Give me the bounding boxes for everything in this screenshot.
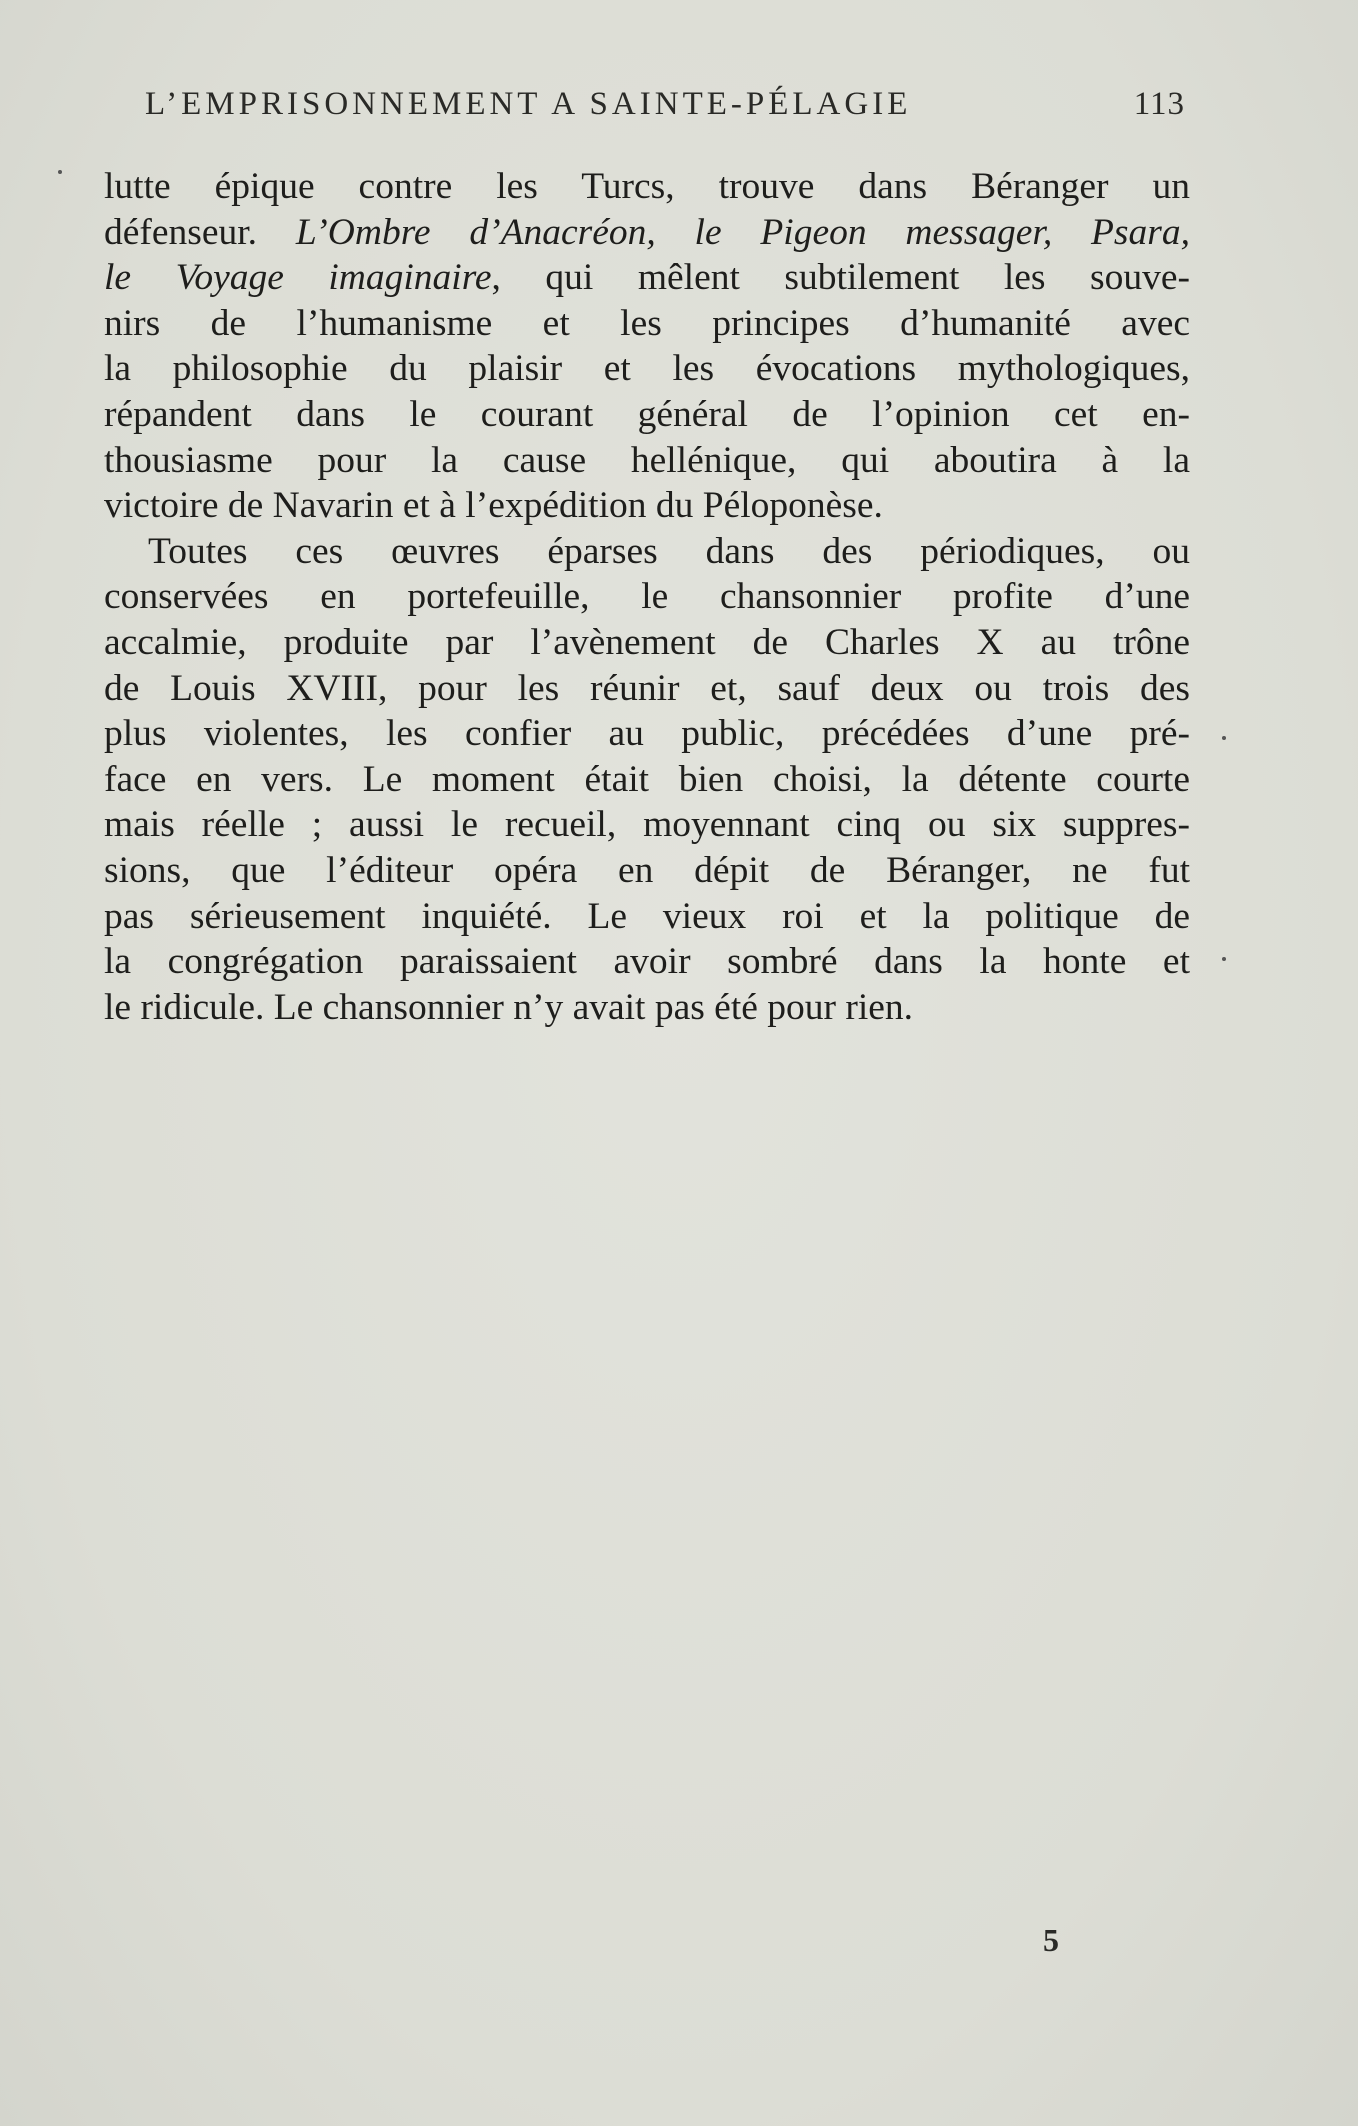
text-line — [104, 757, 1190, 803]
text-line — [104, 939, 1190, 985]
text-line — [104, 164, 1190, 210]
text-line — [104, 483, 1190, 529]
text-line — [104, 210, 1190, 256]
text-line — [104, 894, 1190, 940]
line-text: la philosophie du plaisir et les évocations mythologiques, — [104, 348, 1190, 390]
line-text: plus violentes, les confier au public, précédées d’une pré- — [104, 713, 1190, 755]
line-text: victoire de Navarin et à l’expédition du Péloponèse. — [104, 485, 883, 527]
paragraph — [104, 164, 1190, 529]
text-line — [104, 392, 1190, 438]
running-head — [145, 86, 1185, 123]
line-text: face en vers. Le moment était bien choisi, la détente courte — [104, 758, 1190, 800]
line-text: répandent dans le courant général de l’opinion cet en- — [104, 393, 1190, 435]
line-text: Toutes ces œuvres éparses dans des périodiques, ou — [148, 530, 1190, 572]
text-line — [104, 346, 1190, 392]
line-text: pas sérieusement inquiété. Le vieux roi et la politique de — [104, 895, 1190, 937]
text-line — [104, 529, 1190, 575]
text-line — [104, 848, 1190, 894]
text-line — [104, 574, 1190, 620]
text-line — [104, 802, 1190, 848]
line-text: la congrégation paraissaient avoir sombré dans la honte et — [104, 941, 1190, 983]
line-text: , qui mêlent subtilement les souve- — [491, 257, 1190, 299]
paragraph — [104, 529, 1190, 1031]
text-line — [104, 620, 1190, 666]
line-text: le ridicule. Le chansonnier n’y avait pas été pour rien. — [104, 986, 914, 1028]
page-number: 113 — [1133, 86, 1185, 122]
signature-mark: 5 — [1043, 1922, 1059, 1958]
body-text — [104, 164, 1190, 1030]
line-text: thousiasme pour la cause hellénique, qui aboutira à la — [104, 439, 1190, 481]
text-line — [104, 438, 1190, 484]
text-line — [104, 711, 1190, 757]
line-text: accalmie, produite par l’avènement de Charles X au trône — [104, 621, 1190, 663]
text-line — [104, 985, 1190, 1031]
margin-speck — [58, 170, 62, 174]
running-title: L’EMPRISONNEMENT A SAINTE-PÉLAGIE — [145, 86, 912, 122]
line-text: de Louis XVIII, pour les réunir et, sauf deux ou trois des — [104, 667, 1190, 709]
line-text: sions, que l’éditeur opéra en dépit de Béranger, ne fut — [104, 849, 1190, 891]
line-text: conservées en portefeuille, le chansonnier profite d’une — [104, 576, 1190, 618]
margin-speck — [1222, 736, 1226, 740]
italic-title-text: L’Ombre d’Anacréon, le Pigeon messager, Psara, — [295, 211, 1190, 253]
line-text: lutte épique contre les Turcs, trouve dans Béranger un — [104, 166, 1190, 207]
text-line — [104, 255, 1190, 301]
text-line — [104, 301, 1190, 347]
line-text: défenseur. — [104, 211, 296, 253]
italic-title-text: le Voyage imaginaire — [104, 257, 492, 299]
line-text: nirs de l’humanisme et les principes d’humanité avec — [104, 302, 1190, 344]
line-text: mais réelle ; aussi le recueil, moyennant cinq ou six suppres- — [104, 804, 1190, 846]
text-line — [104, 666, 1190, 712]
margin-speck — [1222, 957, 1226, 961]
